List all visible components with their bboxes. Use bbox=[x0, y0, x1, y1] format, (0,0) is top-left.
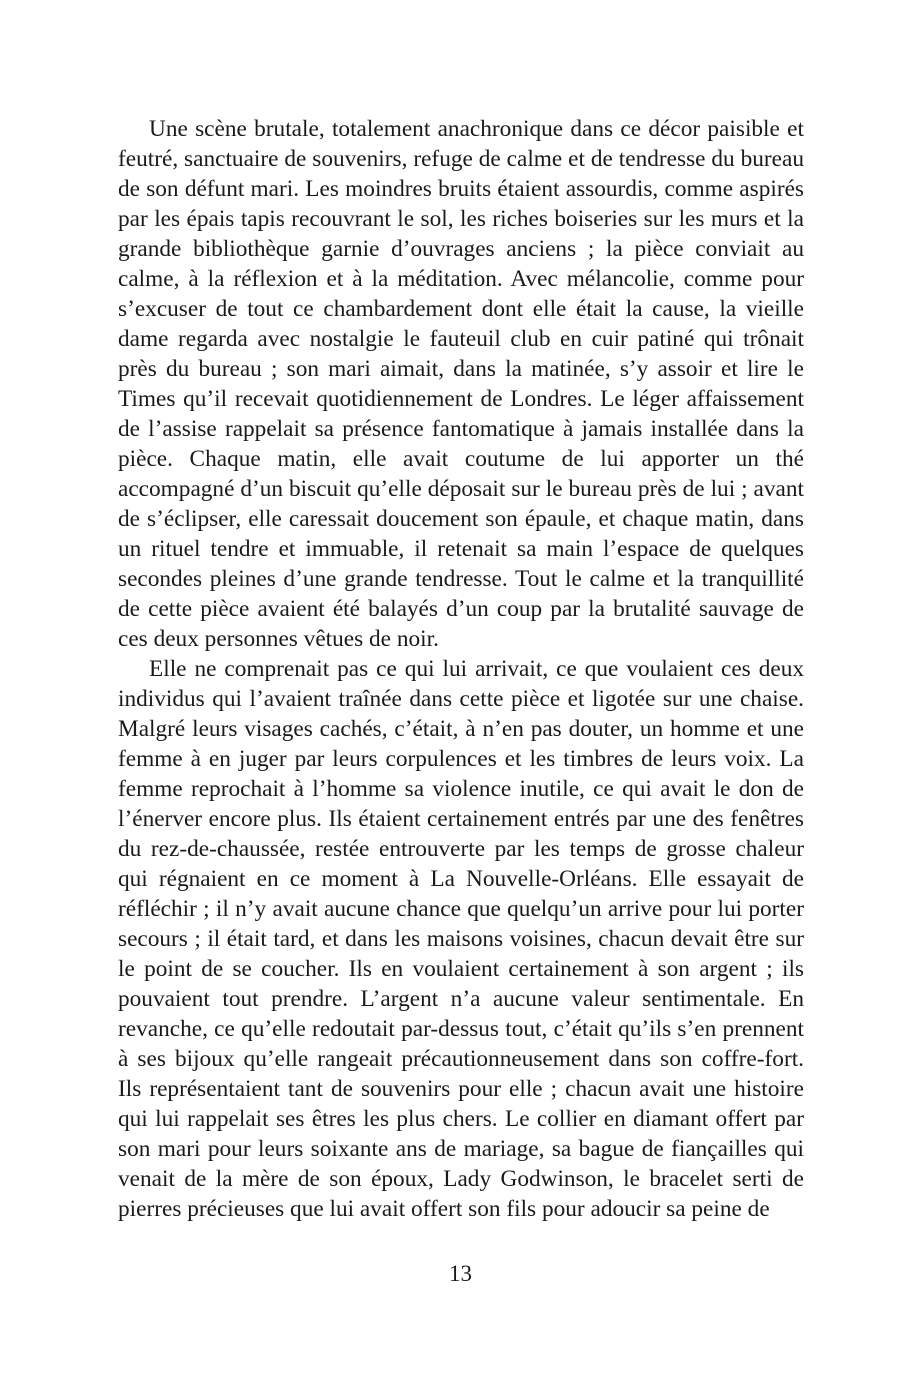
page-body bbox=[118, 114, 804, 1224]
paragraph: Elle ne comprenait pas ce qui lui arrivait, ce que voulaient ces deux individus qui l’avaient traînée dans cette pièce et ligotée sur une chaise. Malgré leurs visages cachés, c’était, à n’en pas douter, un homme et une femme à en juger par leurs corpulences et les timbres de leurs voix. La femme reprochait à l’homme sa violence inutile, ce qui avait le don de l’énerver encore plus. Ils étaient certainement entrés par une des fenêtres du rez-de-chaussée, restée entrouverte par les temps de grosse chaleur qui régnaient en ce moment à La Nouvelle-Orléans. Elle essayait de réfléchir ; il n’y avait aucune chance que quelqu’un arrive pour lui porter secours ; il était tard, et dans les maisons voisines, chacun devait être sur le point de se coucher. Ils en voulaient certainement à son argent ; ils pouvaient tout prendre. L’argent n’a aucune valeur sentimentale. En revanche, ce qu’elle redoutait par-dessus tout, c’était qu’ils s’en prennent à ses bijoux qu’elle rangeait précautionneusement dans son coffre-fort. Ils représentaient tant de souvenirs pour elle ; chacun avait une histoire qui lui rappelait ses êtres les plus chers. Le collier en diamant offert par son mari pour leurs soixante ans de mariage, sa bague de fiançailles qui venait de la mère de son époux, Lady Godwinson, le bracelet serti de pierres précieuses que lui avait offert son fils pour adoucir sa peine de bbox=[118, 656, 804, 1222]
page-number: 13 bbox=[449, 1261, 472, 1286]
paragraph: Une scène brutale, totalement anachronique dans ce décor paisible et feutré, sanctuaire de souvenirs, refuge de calme et de tendresse du bureau de son défunt mari. Les moindres bruits étaient assourdis, comme aspirés par les épais tapis recouvrant le sol, les riches boiseries sur les murs et la grande bibliothèque garnie d’ouvrages anciens ; la pièce conviait au calme, à la réflexion et à la méditation. Avec mélancolie, comme pour s’excuser de tout ce chambardement dont elle était la cause, la vieille dame regarda avec nostalgie le fauteuil club en cuir patiné qui trônait près du bureau ; son mari aimait, dans la matinée, s’y assoir et lire le Times qu’il recevait quotidiennement de Londres. Le léger affaissement de l’assise rappelait sa présence fantomatique à jamais installée dans la pièce. Chaque matin, elle avait coutume de lui apporter un thé accompagné d’un biscuit qu’elle déposait sur le bureau près de lui ; avant de s’éclipser, elle caressait doucement son épaule, et chaque matin, dans un rituel tendre et immuable, il retenait sa main l’espace de quelques secondes pleines d’une grande tendresse. Tout le calme et la tranquillité de cette pièce avaient été balayés d’un coup par la brutalité sauvage de ces deux personnes vêtues de noir. bbox=[118, 116, 804, 652]
